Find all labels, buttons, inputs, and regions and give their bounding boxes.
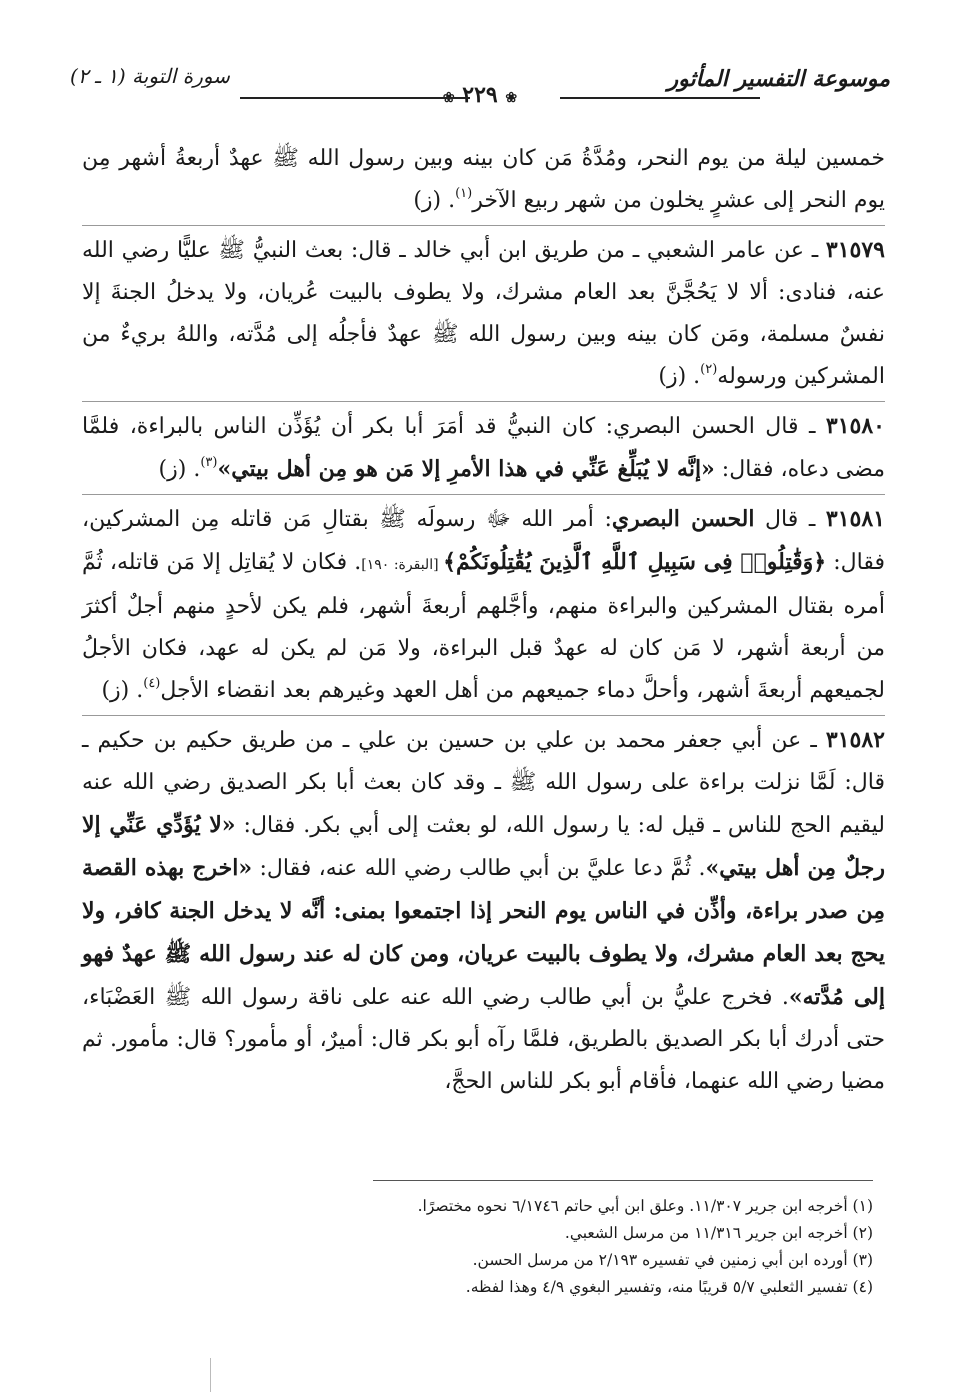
footnote-4: (٤) تفسير الثعلبي ٥/٧ قريبًا منه، وتفسير البغوي ٤/٩ وهذا لفظه. <box>465 1278 873 1296</box>
header-rule-left <box>240 97 470 99</box>
quran-verse: ﴿وَقَٰتِلُوا۟ فِى سَبِيلِ ٱللَّهِ ٱلَّذِينَ يُقَٰتِلُونَكُمْ﴾ <box>443 549 827 575</box>
footnotes <box>70 1193 873 1301</box>
page-header <box>70 62 890 108</box>
footnote-3: (٣) أورده ابن أبي زمنين في تفسيره ٢/١٩٣ من مرسل الحسن. <box>472 1251 873 1269</box>
narration-number: ٣١٥٨٢ <box>825 727 885 753</box>
ornament-icon: ❀ <box>442 90 455 106</box>
header-rule-right <box>560 97 760 99</box>
surah-label: سورة التوبة (١ ـ ٢) <box>70 64 230 88</box>
ornament-icon: ❀ <box>505 90 518 106</box>
hadith-quote: «لا يُؤَدِّي عَنِّي إلا رجلٌ مِن أهل بيتي» <box>82 812 885 881</box>
separator <box>82 401 885 402</box>
footnote-marker: (٤) <box>143 676 161 691</box>
footnote-1: (١) أخرجه ابن جرير ١١/٣٠٧. وعلق ابن أبي حاتم ٦/١٧٤٦ نحوه مختصرًا. <box>417 1197 873 1215</box>
narration-31579: ٣١٥٧٩ ـ عن عامر الشعبي ـ من طريق ابن أبي خالد ـ قال: بعث النبيُّ ﷺ عليًّا رضي الله عنه، فنادى: ألا لا يَحُجَّنَّ بعد العام مشرك، ولا يطوف بالبيت عُريان، ولا يدخلُ الجنةَ إلا نفسٌ مسلمة، ومَن كان بينه وبين رسول الله ﷺ عهدٌ فأجلُه إلى مُدَّته، واللهُ بريءٌ من المشركين ورسوله$^{(٢)}$. (ز) <box>82 237 886 389</box>
binding-line <box>210 1358 211 1392</box>
hadith-quote: «اخرج بهذه القصة مِن صدر براءة، وأذِّن في الناس يوم النحر إذا اجتمعوا بمنى: أنَّه لا يدخل الجنة كافر، ولا يحج بعد العام مشرك، ولا يطوف بالبيت عريان، ومن كان له عند رسول الله ﷺ عهدٌ فهو إلى مُدَّته» <box>82 855 885 1010</box>
verse-reference: [البقرة: ١٩٠] <box>361 557 444 573</box>
narration-31581: ٣١٥٨١ ـ قال الحسن البصري: أمر الله ﷻ رسولَه ﷺ بقتالِ مَن قاتله مِن المشركين، فقال: ﴿وَقَٰتِلُوا۟ فِى سَبِيلِ ٱللَّهِ ٱلَّذِينَ يُقَٰتِلُونَكُمْ﴾ [البقرة: ١٩٠]. فكان لا يُقاتِل إلا مَن قاتله، ثُمَّ أمره بقتال المشركين والبراءة منهم، وأجَّلهم أربعةَ أشهر، فلم يكن لأحدٍ منهم أجلٌ أكثرَ من أربعة أشهر، لا مَن كان له عهدٌ قبل البراءة، ولا مَن لم يكن له عهد، فكان الأجلُ لجميعهم أربعةَ أشهر، وأحلَّ دماء جميعهم من أهل العهد وغيرهم بعد انقضاء الأجل$^{(٤)}$. (ز) <box>82 506 886 703</box>
narration-number: ٣١٥٨٠ <box>825 413 885 439</box>
footnote-divider <box>373 1180 873 1181</box>
narration-31582: ٣١٥٨٢ ـ عن أبي جعفر محمد بن علي بن حسين بن علي ـ من طريق حكيم بن حكيم ـ قال: لَمَّا نزلت براءة على رسول الله ﷺ ـ وقد كان بعث أبا بكر الصديق رضي الله عنه ليقيم الحج للناس ـ قيل له: يا رسول الله، لو بعثت إلى أبي بكر. فقال: «لا يُؤَدِّي عَنِّي إلا رجلٌ مِن أهل بيتي». ثُمَّ دعا عليَّ بن أبي طالب رضي الله عنه، فقال: «اخرج بهذه القصة مِن صدر براءة، وأذِّن في الناس يوم النحر إذا اجتمعوا بمنى: أنَّه لا يدخل الجنة كافر، ولا يحج بعد العام مشرك، ولا يطوف بالبيت عريان، ومن كان له عند رسول الله ﷺ عهدٌ فهو إلى مُدَّته». فخرج عليُّ بن أبي طالب رضي الله عنه على ناقة رسول الله ﷺ العَضْبَاء، حتى أدرك أبا بكر الصديق بالطريق، فلمَّا رآه أبو بكر قال: أميرٌ، أو مأمور؟ قال: مأمور. ثم مضيا رضي الله عنهما، فأقام أبو بكر للناس الحجَّ، <box>82 727 885 1094</box>
paragraph-continuation: خمسين ليلة من يوم النحر، ومُدَّةُ مَن كان بينه وبين رسول الله ﷺ عهدٌ أربعةُ أشهر مِن يوم النحر إلى عشرٍ يخلون من شهر ربيع الآخر$^{(١)}$. (ز) <box>82 146 885 213</box>
narration-number: ٣١٥٨١ <box>825 506 885 532</box>
footnote-marker: (٢) <box>700 362 718 377</box>
page-number-value: ٢٢٩ <box>462 82 498 108</box>
speaker-name: الحسن البصري <box>611 506 755 532</box>
footnote-2: (٢) أخرجه ابن جرير ١١/٣١٦ من مرسل الشعبي. <box>564 1224 873 1242</box>
page-number <box>433 82 527 108</box>
separator <box>82 225 885 226</box>
footnote-marker: (١) <box>455 186 473 201</box>
footnote-marker: (٣) <box>200 455 218 470</box>
narration-31580: ٣١٥٨٠ ـ قال الحسن البصري: كان النبيُّ قد أمَرَ أبا بكر أن يُؤَذِّن الناس بالبراءة، فلمَّا مضى دعاه، فقال: «إنَّه لا يُبَلِّغ عَنِّي في هذا الأمرِ إلا مَن هو مِن أهل بيتي»$^{(٣)}$. (ز) <box>82 413 885 482</box>
book-title: موسوعة التفسير المأثور <box>667 66 890 92</box>
main-text <box>82 138 885 1103</box>
narration-number: ٣١٥٧٩ <box>825 237 885 263</box>
separator <box>82 494 885 495</box>
hadith-quote: «إنَّه لا يُبَلِّغ عَنِّي في هذا الأمرِ إلا مَن هو مِن أهل بيتي» <box>217 456 715 482</box>
separator <box>82 715 885 716</box>
